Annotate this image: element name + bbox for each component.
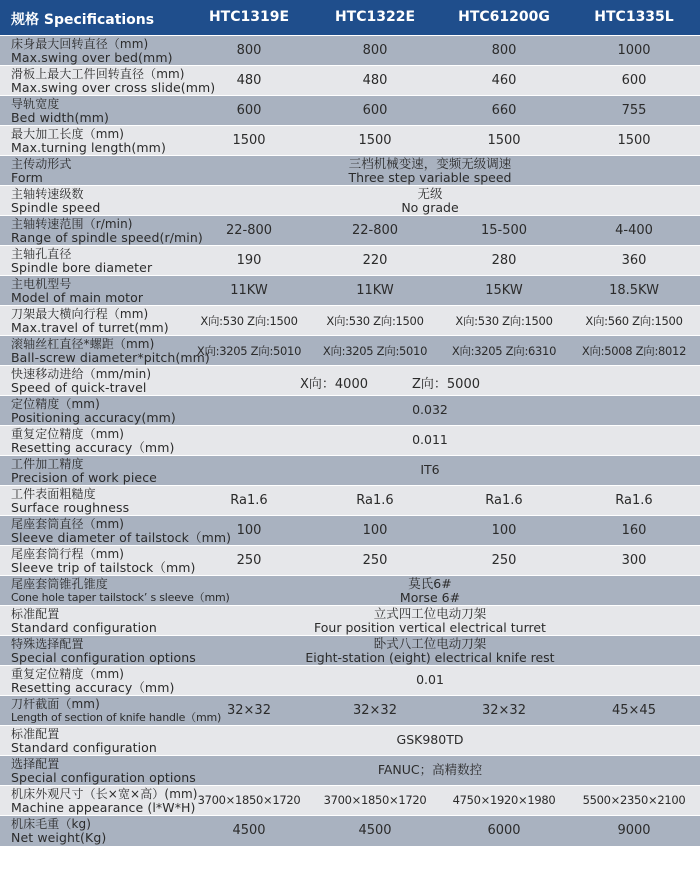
table-row [0,455,700,485]
row-label-en: Spindle speed [11,200,101,215]
cell-value-x: X向：4000 [300,377,368,392]
table-row [0,695,700,725]
cell-value: X向:3205 Z向:5010 [322,344,428,358]
table-row [0,515,700,545]
row-label-en: Speed of quick-travel [11,380,147,395]
row-label [11,487,129,515]
cell-value: 1500 [487,133,521,148]
cell-value: Ra1.6 [230,493,268,508]
row-label [11,367,151,395]
cell-value: 480 [236,73,262,88]
row-label-en: Ball-screw diameter*pitch(mm) [11,350,210,365]
cell-value: 1500 [358,133,392,148]
row-label-en: Positioning accuracy(mm) [11,410,176,425]
table-row [0,365,700,395]
spanning-value-zh: 卧式八工位电动刀架 [373,636,487,651]
row-label [11,757,196,785]
row-label [11,307,169,335]
cell-value: Ra1.6 [485,493,523,508]
row-label-zh: 特殊选择配置 [11,637,84,651]
spanning-value: FANUC；高精数控 [377,762,483,777]
row-label-en: Model of main motor [11,290,144,305]
spanning-value-en: Eight-station (eight) electrical knife rest [305,650,555,665]
row-label-en: Special configuration options [11,650,196,665]
cell-value: 460 [491,73,517,88]
cell-value: 1500 [232,133,266,148]
row-label-zh: 主传动形式 [11,157,72,171]
table-row [0,395,700,425]
cell-value: 800 [362,43,388,58]
cell-value: 100 [362,523,388,538]
row-label-en: Precision of work piece [11,470,157,485]
row-label [11,127,166,155]
cell-value: 800 [491,43,517,58]
table-row [0,35,700,65]
table-row [0,545,700,575]
row-label-en: Surface roughness [11,500,130,515]
row-label [11,577,230,605]
row-label [11,97,109,125]
row-label [11,187,100,215]
table-row [0,65,700,95]
spanning-value [250,157,610,185]
row-label-zh: 快速移动进给（mm/min) [11,367,152,381]
model-header-1: HTC1319E [208,9,290,25]
table-row [0,155,700,185]
cell-value: 22-800 [225,223,273,238]
table-row [0,335,700,365]
cell-value: 4500 [358,823,392,838]
cell-value: 22-800 [351,223,399,238]
cell-value: X向:5008 Z向:8012 [581,344,687,358]
row-label-en: Max.swing over cross slide(mm) [11,80,216,95]
row-label-en: Machine appearance (l*W*H) [11,800,196,815]
cell-value: 32×32 [353,703,397,718]
spanning-value [250,607,610,635]
row-label-zh: 选择配置 [11,757,60,771]
cell-value: 15KW [485,283,523,298]
cell-value: 15-500 [480,223,528,238]
row-label [11,727,157,755]
spanning-value-en: No grade [401,200,459,215]
spanning-value-en: Morse 6# [399,590,461,605]
row-label-zh: 尾座套筒锥孔锥度 [11,577,108,591]
row-label-en: Bed width(mm) [11,110,110,125]
row-label-en: Range of spindle speed(r/min) [11,230,203,245]
cell-value: 800 [236,43,262,58]
cell-value: X向:3205 Z向:6310 [451,344,557,358]
row-label-zh: 标准配置 [11,607,60,621]
row-label-zh: 机床毛重（kg) [11,817,92,831]
table-row [0,485,700,515]
cell-value: 5500×2350×2100 [582,793,686,807]
table-row [0,95,700,125]
cell-value: 160 [621,523,647,538]
cell-value: 45×45 [612,703,656,718]
row-label-zh: 重复定位精度（mm) [11,667,125,681]
row-label-zh: 主轴转速级数 [11,187,84,201]
cell-value: 250 [236,553,262,568]
spanning-value-en: Four position vertical electrical turret [314,620,546,635]
spanning-value: 0.032 [412,402,448,417]
cell-value: 220 [362,253,388,268]
row-label-en: Standard configuration [11,740,157,755]
row-label-zh: 机床外观尺寸（长×宽×高）(mm) [11,787,198,801]
row-label-zh: 主电机型号 [11,277,72,291]
cell-value: X向:530 Z向:1500 [326,314,424,328]
spanning-value: IT6 [420,462,440,477]
cell-value: Ra1.6 [615,493,653,508]
row-label-zh: 定位精度（mm) [11,397,100,411]
cell-value: 3700×1850×1720 [323,793,427,807]
row-label [11,277,143,305]
spanning-value-zh: 莫氏6# [408,576,452,591]
model-header-4: HTC1335L [594,9,674,25]
row-label-en: Cone hole taper tailstock’ s sleeve（mm) [11,591,230,604]
table-row [0,425,700,455]
row-label [11,157,72,185]
row-label-en: Spindle bore diameter [11,260,153,275]
row-label-zh: 滚轴丝杠直径*螺距（mm) [11,337,155,351]
cell-value: 300 [621,553,647,568]
cell-value: 600 [621,73,647,88]
spanning-value [250,637,610,665]
spanning-value [250,577,610,605]
table-row [0,125,700,155]
row-label-en: Resetting accuracy（mm) [11,440,175,455]
row-label-zh: 滑板上最大工件回转直径（mm) [11,67,185,81]
table-row [0,635,700,665]
cell-value: 18.5KW [609,283,659,298]
cell-value: 100 [236,523,262,538]
model-header-2: HTC1322E [334,9,416,25]
cell-value: 4500 [232,823,266,838]
table-row [0,245,700,275]
table-header [0,0,700,35]
row-label-en: Net weight(Kg) [11,830,107,845]
cell-value: 250 [362,553,388,568]
cell-value: 6000 [487,823,521,838]
cell-value: 755 [621,103,647,118]
row-label-en: Max.travel of turret(mm) [11,320,169,335]
row-label [11,397,176,425]
cell-value: 250 [491,553,517,568]
row-label [11,247,152,275]
spanning-value: GSK980TD [396,732,464,747]
table-body [0,35,700,846]
cell-value: X向:3205 Z向:5010 [196,344,302,358]
row-label-zh: 刀杆截面（mm) [11,697,100,711]
cell-value: 9000 [617,823,651,838]
cell-value: 480 [362,73,388,88]
model-header-3: HTC61200G [458,9,550,25]
spanning-value: 0.011 [412,432,448,447]
row-label-en: Max.turning length(mm) [11,140,166,155]
row-label-en: Standard configuration [11,620,157,635]
row-label-en: Length of section of knife handle（mm) [11,711,222,724]
cell-value: 100 [491,523,517,538]
row-label [11,217,203,245]
cell-value: X向:560 Z向:1500 [585,314,683,328]
table-row [0,815,700,846]
row-label-en: Resetting accuracy（mm) [11,680,175,695]
table-row [0,215,700,245]
cell-value: 32×32 [482,703,526,718]
cell-value: 600 [362,103,388,118]
row-label-en: Special configuration options [11,770,196,785]
cell-value: 280 [491,253,517,268]
cell-value: 3700×1850×1720 [197,793,301,807]
row-label [11,787,198,815]
cell-value-pair [270,373,510,392]
cell-value: X向:530 Z向:1500 [455,314,553,328]
cell-value-z: Z向：5000 [412,377,480,392]
row-label [11,607,157,635]
row-label-zh: 刀架最大横向行程（mm) [11,307,149,321]
table-row [0,185,700,215]
row-label-en: Max.swing over bed(mm) [11,50,173,65]
cell-value: Ra1.6 [356,493,394,508]
spanning-value: 0.01 [416,672,444,687]
cell-value: 660 [491,103,517,118]
row-label [11,667,174,695]
cell-value: 4750×1920×1980 [452,793,556,807]
cell-value: 360 [621,253,647,268]
cell-value: 32×32 [227,703,271,718]
spanning-value-zh: 三档机械变速，变频无级调速 [348,156,512,171]
row-label [11,37,173,65]
table-row [0,605,700,635]
row-label-zh: 主轴孔直径 [11,247,72,261]
row-label-zh: 标准配置 [11,727,60,741]
row-label-en: Form [11,170,43,185]
row-label [11,817,106,845]
cell-value: 1500 [617,133,651,148]
row-label-zh: 工件表面粗糙度 [11,487,96,501]
row-label-en: Sleeve trip of tailstock（mm) [11,560,196,575]
row-label [11,457,157,485]
row-label-zh: 工件加工精度 [11,457,84,471]
table-row [0,275,700,305]
table-row [0,665,700,695]
spec-title: 规格 Specifications [11,12,155,28]
cell-value: 11KW [230,283,268,298]
row-label-zh: 主轴转速范围（r/min) [11,217,133,231]
table-row [0,575,700,605]
row-label [11,637,196,665]
cell-value: 600 [236,103,262,118]
row-label-en: Sleeve diameter of tailstock（mm) [11,530,232,545]
table-row [0,305,700,335]
spanning-value-zh: 立式四工位电动刀架 [373,606,487,621]
row-label-zh: 最大加工长度（mm) [11,127,125,141]
cell-value: 11KW [356,283,394,298]
row-label-zh: 床身最大回转直径（mm) [11,37,149,51]
table-row [0,785,700,815]
spanning-value [250,187,610,215]
row-label-zh: 重复定位精度（mm) [11,427,125,441]
cell-value: 4-400 [615,223,653,238]
spanning-value-en: Three step variable speed [348,170,512,185]
row-label-zh: 尾座套筒行程（mm) [11,547,125,561]
row-label-zh: 导轨宽度 [11,97,60,111]
cell-value: X向:530 Z向:1500 [200,314,298,328]
table-row [0,725,700,755]
spanning-value-zh: 无级 [417,186,443,201]
cell-value: 190 [236,253,262,268]
row-label-zh: 尾座套筒直径（mm) [11,517,125,531]
table-row [0,755,700,785]
row-label [11,427,174,455]
cell-value: 1000 [617,43,651,58]
row-label [11,547,196,575]
